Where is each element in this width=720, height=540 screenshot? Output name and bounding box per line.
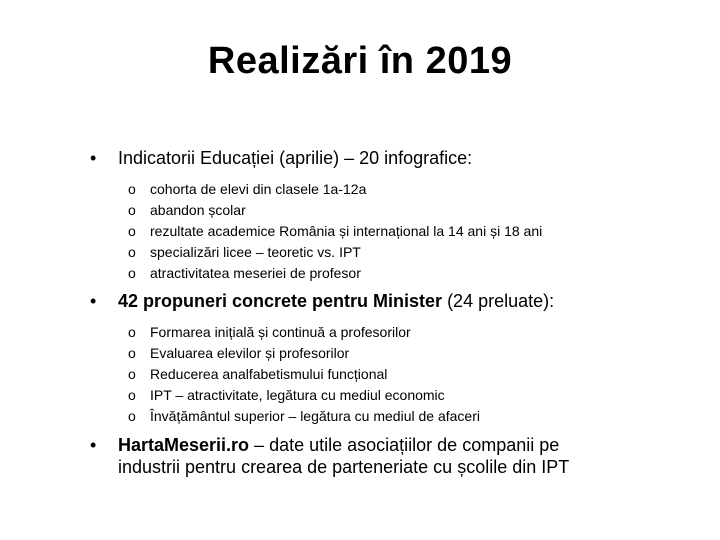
list-item-text: abandon școlar bbox=[150, 202, 246, 218]
section-heading-text: Indicatorii Educației (aprilie) – 20 infografice: bbox=[118, 148, 473, 168]
circle-bullet-icon: o bbox=[128, 202, 136, 218]
circle-bullet-icon: o bbox=[128, 366, 136, 382]
sub-list bbox=[90, 322, 690, 427]
list-item bbox=[90, 179, 690, 200]
section-heading-bold: 42 propuneri concrete pentru Minister bbox=[118, 291, 443, 311]
list-item bbox=[90, 385, 690, 406]
list-item-text: rezultate academice România și internațional la 14 ani și 18 ani bbox=[150, 223, 543, 239]
section-harta-meserii bbox=[90, 434, 690, 478]
circle-bullet-icon: o bbox=[128, 324, 136, 340]
bullet-icon: • bbox=[90, 148, 97, 168]
list-item bbox=[90, 406, 690, 427]
circle-bullet-icon: o bbox=[128, 408, 136, 424]
section-heading-bold: HartaMeserii.ro bbox=[118, 435, 250, 455]
circle-bullet-icon: o bbox=[128, 244, 136, 260]
list-item-text: IPT – atractivitate, legătura cu mediul economic bbox=[150, 387, 445, 403]
list-item bbox=[90, 263, 690, 284]
list-item bbox=[90, 343, 690, 364]
sub-list bbox=[90, 179, 690, 284]
list-item bbox=[90, 221, 690, 242]
section-heading bbox=[90, 290, 690, 312]
circle-bullet-icon: o bbox=[128, 181, 136, 197]
circle-bullet-icon: o bbox=[128, 345, 136, 361]
section-proposals bbox=[90, 290, 690, 427]
list-item-text: Evaluarea elevilor și profesorilor bbox=[150, 345, 350, 361]
section-heading-rest: (24 preluate): bbox=[442, 291, 555, 311]
bullet-icon: • bbox=[90, 435, 97, 455]
circle-bullet-icon: o bbox=[128, 223, 136, 239]
list-item bbox=[90, 364, 690, 385]
section-heading-rest: – date utile asociațiilor de companii pe bbox=[249, 435, 560, 455]
list-item-text: Învățământul superior – legătura cu mediul de afaceri bbox=[150, 408, 480, 424]
section-heading bbox=[90, 147, 690, 169]
list-item-text: cohorta de elevi din clasele 1a-12a bbox=[150, 181, 367, 197]
list-item bbox=[90, 200, 690, 221]
list-item-text: specializări licee – teoretic vs. IPT bbox=[150, 244, 361, 260]
circle-bullet-icon: o bbox=[128, 265, 136, 281]
list-item bbox=[90, 322, 690, 343]
section-heading-continuation: industrii pentru crearea de parteneriate cu școlile din IPT bbox=[118, 457, 570, 477]
list-item-text: Reducerea analfabetismului funcțional bbox=[150, 366, 388, 382]
circle-bullet-icon: o bbox=[128, 387, 136, 403]
slide-title: Realizări în 2019 bbox=[207, 40, 513, 82]
section-indicators bbox=[90, 147, 690, 284]
bullet-icon: • bbox=[90, 291, 97, 311]
section-heading bbox=[90, 434, 690, 478]
list-item-text: Formarea inițială și continuă a profesorilor bbox=[150, 324, 411, 340]
list-item-text: atractivitatea meseriei de profesor bbox=[150, 265, 361, 281]
list-item bbox=[90, 242, 690, 263]
